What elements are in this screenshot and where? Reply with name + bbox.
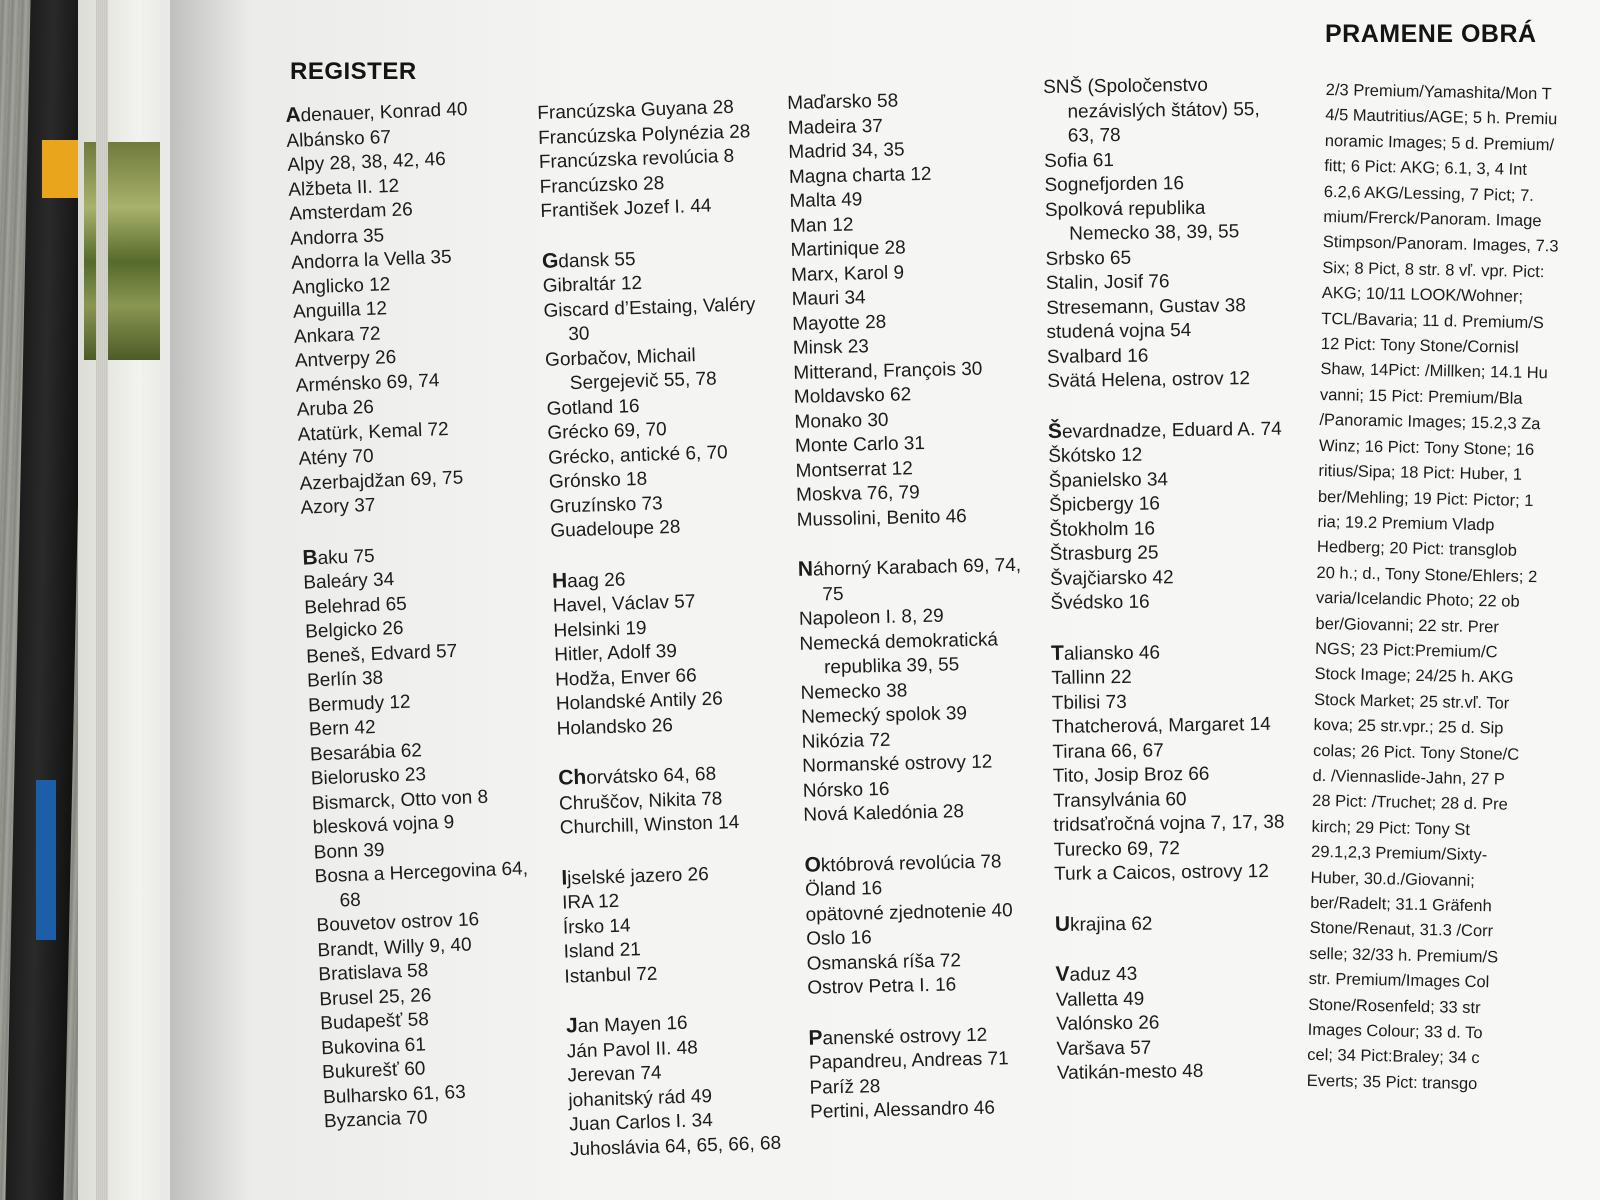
source-line: AKG; 10/11 LOOK/Wohner; bbox=[1321, 284, 1524, 307]
index-group bbox=[1055, 960, 1293, 1087]
source-line: 28 Pict: /Truchet; 28 d. Pre bbox=[1311, 792, 1508, 814]
register-column-4 bbox=[1043, 73, 1293, 1112]
index-entry: Magna charta 12 bbox=[788, 163, 932, 188]
source-line: NGS; 23 Pict:Premium/C bbox=[1314, 639, 1498, 662]
index-initial-letter: H bbox=[551, 568, 568, 593]
source-line: Stock Market; 25 str.vľ. Tor bbox=[1313, 690, 1510, 713]
index-entry: Vatikán-mesto 48 bbox=[1056, 1060, 1204, 1084]
index-entry: Sognefjorden 16 bbox=[1044, 173, 1185, 196]
source-line: Huber, 30.d./Giovanni; bbox=[1310, 868, 1475, 890]
source-line: cel; 34 Pict:Braley; 34 c bbox=[1307, 1046, 1480, 1068]
index-entry: Grécko, antické 6, 70 bbox=[547, 441, 728, 469]
index-entry: Bismarck, Otto von 8 bbox=[311, 786, 489, 814]
index-entry: Haag 26 bbox=[551, 568, 626, 593]
index-entry: Atény 70 bbox=[298, 445, 374, 470]
index-entry: Pertini, Alessandro 46 bbox=[809, 1097, 996, 1123]
index-entry: Churchill, Winston 14 bbox=[559, 812, 740, 839]
index-entry: Svalbard 16 bbox=[1046, 345, 1149, 368]
index-entry: Bukovina 61 bbox=[320, 1033, 427, 1059]
index-group bbox=[1051, 638, 1290, 887]
index-initial-letter: B bbox=[301, 545, 319, 570]
source-line: fitt; 6 Pict: AKG; 6.1, 3, 4 Int bbox=[1324, 157, 1528, 180]
index-entry: Taliansko 46 bbox=[1050, 641, 1161, 665]
source-line: 20 h.; d., Tony Stone/Ehlers; 2 bbox=[1316, 563, 1538, 586]
cover-yellow-strip bbox=[42, 140, 82, 198]
index-entry: Nová Kaledónia 28 bbox=[803, 801, 965, 826]
index-group bbox=[552, 562, 793, 742]
index-entry: Bermudy 12 bbox=[307, 691, 411, 717]
register-column-2 bbox=[537, 95, 807, 1188]
index-entry: Montserrat 12 bbox=[795, 457, 914, 482]
source-line: noramic Images; 5 d. Premium/ bbox=[1324, 131, 1555, 155]
index-entry: Tito, Josip Broz 66 bbox=[1052, 763, 1210, 787]
index-initial-letter: N bbox=[797, 557, 814, 581]
index-entry: Grónsko 18 bbox=[548, 468, 648, 493]
index-entry: Ukrajina 62 bbox=[1054, 912, 1153, 936]
index-entry: Andorra la Vella 35 bbox=[290, 246, 452, 274]
index-entry: Maďarsko 58 bbox=[787, 90, 899, 114]
index-entry: IRA 12 bbox=[561, 890, 620, 914]
index-entry: Guadeloupe 28 bbox=[550, 516, 681, 542]
index-entry: Anguilla 12 bbox=[292, 298, 388, 323]
index-entry: Hitler, Adolf 39 bbox=[554, 640, 678, 666]
index-entry: Napoleon I. 8, 29 bbox=[798, 605, 944, 630]
index-entry: Mitterand, François 30 bbox=[793, 358, 983, 384]
index-entry: Belehrad 65 bbox=[303, 593, 408, 619]
source-line: d. /Viennaslide-Jahn, 27 P bbox=[1312, 766, 1506, 789]
index-entry: johanitský rád 49 bbox=[568, 1085, 713, 1112]
index-group bbox=[1043, 73, 1283, 395]
index-entry: Madeira 37 bbox=[787, 115, 884, 139]
source-line: kova; 25 str.vpr.; 25 d. Sip bbox=[1313, 716, 1504, 738]
source-line: 29.1,2,3 Premium/Sixty- bbox=[1310, 843, 1488, 865]
index-entry: Francúzska revolúcia 8 bbox=[538, 145, 735, 173]
register-column-3 bbox=[787, 87, 1047, 1151]
source-line: 12 Pict: Tony Stone/Cornisl bbox=[1320, 335, 1519, 357]
index-group bbox=[804, 848, 1043, 1001]
source-line: selle; 32/33 h. Premium/S bbox=[1309, 944, 1499, 967]
index-entry: Turecko 69, 72 bbox=[1053, 837, 1180, 861]
index-group bbox=[558, 759, 796, 841]
index-entry: Osmanská ríša 72 bbox=[806, 949, 962, 975]
index-entry: Brandt, Willy 9, 40 bbox=[317, 933, 472, 961]
index-entry: Tallinn 22 bbox=[1051, 666, 1132, 689]
index-entry: Grécko 69, 70 bbox=[547, 419, 668, 444]
index-entry: Juan Carlos I. 34 bbox=[568, 1109, 714, 1136]
index-entry: Bielorusko 23 bbox=[310, 764, 427, 790]
index-entry: Mayotte 28 bbox=[792, 311, 887, 335]
cover-blue-strip bbox=[36, 780, 56, 940]
index-entry: Gibraltár 12 bbox=[542, 272, 643, 297]
source-line: Everts; 35 Pict: transgo bbox=[1306, 1071, 1478, 1093]
index-group bbox=[798, 553, 1040, 829]
index-entry: Štrasburg 25 bbox=[1049, 542, 1159, 565]
index-entry: Azerbajdžan 69, 75 bbox=[299, 466, 464, 495]
index-entry: Minsk 23 bbox=[792, 336, 870, 359]
index-entry: Malta 49 bbox=[789, 189, 863, 212]
index-entry: Adenauer, Konrad 40 bbox=[285, 99, 468, 127]
index-entry: Giscard d’Estaing, Valéry 30 bbox=[543, 293, 756, 346]
index-entry: Azory 37 bbox=[300, 494, 376, 519]
index-entry: Hodža, Enver 66 bbox=[554, 664, 697, 691]
index-entry: Turk a Caicos, ostrovy 12 bbox=[1054, 860, 1269, 885]
index-entry: Normanské ostrovy 12 bbox=[802, 751, 993, 777]
index-group bbox=[787, 87, 1033, 533]
source-line: ritius/Sipa; 18 Pict: Huber, 1 bbox=[1318, 462, 1523, 484]
register-column-1 bbox=[285, 95, 561, 1160]
index-initial-letter: V bbox=[1055, 962, 1070, 986]
index-entry: Španielsko 34 bbox=[1048, 468, 1169, 492]
index-entry: SNŠ (Spoločenstvo nezávislých štátov) 55, 63, 78 bbox=[1043, 74, 1260, 147]
index-entry: Beneš, Edvard 57 bbox=[305, 640, 458, 668]
index-initial-letter: O bbox=[804, 852, 822, 877]
source-line: Stone/Rosenfeld; 33 str bbox=[1308, 995, 1481, 1017]
index-initial-letter: Š bbox=[1047, 419, 1063, 443]
source-line: vanni; 15 Pict: Premium/Bla bbox=[1319, 385, 1523, 408]
spine-shadow bbox=[170, 0, 250, 1200]
index-entry: Atatürk, Kemal 72 bbox=[297, 418, 450, 446]
source-line: ber/Mehling; 19 Pict: Pictor; 1 bbox=[1317, 487, 1534, 510]
index-entry: Vaduz 43 bbox=[1055, 962, 1138, 986]
index-entry: Gotland 16 bbox=[546, 395, 640, 420]
source-line: Six; 8 Pict, 8 str. 8 vľ. vpr. Pict: bbox=[1322, 258, 1545, 282]
index-entry: Monte Carlo 31 bbox=[794, 432, 926, 457]
index-entry: Nemecko 38 bbox=[800, 679, 908, 704]
index-entry: Chruščov, Nikita 78 bbox=[558, 788, 723, 815]
index-entry: Öland 16 bbox=[804, 878, 883, 901]
source-line: ria; 19.2 Premium Vladp bbox=[1317, 512, 1495, 535]
index-group bbox=[537, 95, 777, 225]
index-entry: Bonn 39 bbox=[313, 839, 385, 863]
page-stack-edges bbox=[96, 0, 108, 1200]
index-entry: Budapešť 58 bbox=[319, 1009, 430, 1035]
index-entry: Moldavsko 62 bbox=[793, 384, 912, 408]
index-entry: Antverpy 26 bbox=[294, 346, 397, 372]
index-entry: Švédsko 16 bbox=[1050, 591, 1150, 614]
index-group bbox=[302, 537, 560, 1135]
source-line: TCL/Bavaria; 11 d. Premium/S bbox=[1321, 309, 1545, 332]
source-line: kirch; 29 Pict: Tony St bbox=[1311, 817, 1471, 839]
index-entry: Nikózia 72 bbox=[801, 729, 891, 753]
index-entry: Gruzínsko 73 bbox=[549, 492, 663, 518]
index-entry: Alpy 28, 38, 42, 46 bbox=[286, 148, 447, 176]
index-group bbox=[1055, 909, 1291, 938]
index-entry: Belgicko 26 bbox=[304, 617, 404, 643]
index-entry: Juhoslávia 64, 65, 66, 68 bbox=[569, 1132, 782, 1160]
index-entry: Škótsko 12 bbox=[1048, 444, 1143, 467]
index-entry: Madrid 34, 35 bbox=[788, 139, 905, 163]
index-entry: Brusel 25, 26 bbox=[318, 984, 432, 1010]
index-entry: Aruba 26 bbox=[296, 396, 375, 421]
index-entry: Istanbul 72 bbox=[564, 963, 658, 988]
index-entry: Man 12 bbox=[789, 214, 854, 237]
index-entry: Svätá Helena, ostrov 12 bbox=[1047, 368, 1251, 392]
index-entry: Andorra 35 bbox=[289, 224, 385, 250]
index-initial-letter: T bbox=[1050, 641, 1065, 665]
index-entry: Albánsko 67 bbox=[286, 126, 392, 152]
index-entry: Francúzsko 28 bbox=[539, 172, 665, 198]
source-line: mium/Frerck/Panoram. Image bbox=[1323, 208, 1542, 231]
source-line: Stock Image; 24/25 h. AKG bbox=[1314, 665, 1514, 688]
index-entry: Baleáry 34 bbox=[303, 569, 395, 594]
index-entry: Bratislava 58 bbox=[318, 960, 429, 986]
source-line: 4/5 Mautritius/AGE; 5 h. Premiu bbox=[1325, 106, 1558, 129]
source-line: Images Colour; 33 d. To bbox=[1307, 1020, 1483, 1043]
index-entry: Marx, Karol 9 bbox=[790, 261, 905, 286]
index-group bbox=[808, 1021, 1046, 1125]
index-initial-letter: A bbox=[285, 103, 302, 127]
index-initial-letter: I bbox=[561, 865, 568, 890]
index-entry: Holandské Antily 26 bbox=[555, 688, 724, 715]
index-entry: Ijselské jazero 26 bbox=[561, 863, 710, 890]
index-entry: opätovné zjednotenie 40 bbox=[805, 899, 1013, 926]
index-entry: Paríž 28 bbox=[809, 1075, 881, 1099]
index-entry: Chorvátsko 64, 68 bbox=[557, 763, 717, 790]
index-entry: Špicbergy 16 bbox=[1048, 493, 1161, 516]
index-entry: Island 21 bbox=[563, 939, 642, 963]
index-entry: Valletta 49 bbox=[1055, 988, 1145, 1011]
index-entry: Mauri 34 bbox=[791, 287, 866, 310]
index-entry: Havel, Václav 57 bbox=[552, 591, 696, 617]
index-entry: Stalin, Josif 76 bbox=[1045, 271, 1170, 294]
index-entry: Ostrov Petra I. 16 bbox=[807, 974, 957, 999]
index-entry: Bukurešť 60 bbox=[321, 1058, 426, 1084]
index-entry: Nemecká demokratická republika 39, 55 bbox=[799, 628, 999, 679]
index-entry: Jerevan 74 bbox=[567, 1062, 662, 1087]
sources-column bbox=[1306, 78, 1600, 1101]
source-line: Hedberg; 20 Pict: transglob bbox=[1316, 538, 1518, 561]
index-entry: Mussolini, Benito 46 bbox=[796, 505, 967, 531]
index-initial-letter: J bbox=[565, 1014, 579, 1038]
index-group bbox=[566, 1007, 807, 1162]
index-entry: studená vojna 54 bbox=[1046, 319, 1192, 343]
source-line: 2/3 Premium/Yamashita/Mon T bbox=[1325, 80, 1552, 104]
index-group bbox=[561, 859, 801, 990]
index-entry: Varšava 57 bbox=[1056, 1037, 1152, 1060]
index-entry: Baku 75 bbox=[301, 545, 376, 570]
index-entry: Thatcherová, Margaret 14 bbox=[1051, 713, 1271, 738]
index-entry: Náhorný Karabach 69, 74, 75 bbox=[797, 554, 1022, 605]
index-entry: Besarábia 62 bbox=[309, 739, 423, 766]
index-entry: Ševardnadze, Eduard A. 74 bbox=[1047, 418, 1282, 443]
source-line: str. Premium/Images Col bbox=[1308, 970, 1490, 992]
source-line: Shaw, 14Pict: /Millken; 14.1 Hu bbox=[1320, 360, 1548, 383]
index-entry: Alžbeta II. 12 bbox=[287, 175, 400, 201]
source-line: ber/Giovanni; 22 str. Prer bbox=[1315, 614, 1500, 636]
index-entry: Papandreu, Andreas 71 bbox=[808, 1048, 1009, 1074]
index-entry: Sofia 61 bbox=[1044, 149, 1115, 172]
index-entry: Srbsko 65 bbox=[1045, 247, 1132, 270]
index-entry: Bern 42 bbox=[308, 716, 376, 741]
source-line: Winz; 16 Pict: Tony Stone; 16 bbox=[1318, 436, 1535, 459]
index-entry: Nemecký spolok 39 bbox=[800, 703, 968, 728]
index-entry: Francúzska Polynézia 28 bbox=[537, 120, 751, 149]
source-line: colas; 26 Pict. Tony Stone/C bbox=[1312, 741, 1520, 764]
index-entry: Arménsko 69, 74 bbox=[295, 369, 440, 397]
index-entry: Bulharsko 61, 63 bbox=[322, 1081, 467, 1108]
index-entry: Švajčiarsko 42 bbox=[1049, 566, 1174, 590]
index-group bbox=[285, 95, 537, 521]
index-entry: Spolková republika Nemecko 38, 39, 55 bbox=[1044, 197, 1240, 245]
index-entry: Berlín 38 bbox=[306, 667, 384, 692]
index-entry: Ankara 72 bbox=[293, 323, 381, 348]
index-entry: Tbilisi 73 bbox=[1051, 691, 1127, 714]
register-title: REGISTER bbox=[290, 58, 417, 85]
index-entry: Stresemann, Gustav 38 bbox=[1046, 294, 1246, 319]
index-entry: Gdansk 55 bbox=[541, 248, 636, 273]
index-initial-letter: Ch bbox=[557, 765, 587, 790]
index-entry: Panenské ostrovy 12 bbox=[808, 1024, 988, 1050]
index-entry: Gorbačov, Michail Sergejevič 55, 78 bbox=[544, 344, 717, 395]
index-group bbox=[542, 242, 787, 544]
source-line: ber/Radelt; 31.1 Gräfenh bbox=[1309, 893, 1492, 916]
index-initial-letter: P bbox=[808, 1025, 823, 1050]
sources-title: PRAMENE OBRÁ bbox=[1325, 20, 1537, 48]
index-entry: tridsaťročná vojna 7, 17, 38 bbox=[1053, 811, 1285, 836]
source-line: Stone/Renaut, 31.3 /Corr bbox=[1309, 919, 1494, 941]
index-entry: Monako 30 bbox=[794, 409, 889, 433]
index-entry: Anglicko 12 bbox=[291, 273, 391, 299]
index-entry: Byzancia 70 bbox=[323, 1107, 428, 1133]
index-group bbox=[1048, 416, 1287, 616]
index-entry: Helsinki 19 bbox=[553, 617, 647, 642]
index-entry: Amsterdam 26 bbox=[288, 199, 414, 225]
index-entry: blesková vojna 9 bbox=[312, 812, 455, 839]
index-entry: František Jozef I. 44 bbox=[540, 195, 712, 222]
index-initial-letter: G bbox=[541, 248, 559, 273]
index-entry: Bosna a Hercegovina 64, 68 bbox=[314, 858, 529, 911]
source-line: 6.2,6 AKG/Lessing, 7 Pict; 7. bbox=[1323, 182, 1534, 205]
source-line: varia/Icelandic Photo; 22 ob bbox=[1315, 589, 1520, 611]
index-entry: Jan Mayen 16 bbox=[565, 1012, 688, 1038]
index-entry: Transylvánia 60 bbox=[1052, 788, 1187, 812]
index-entry: Valónsko 26 bbox=[1056, 1012, 1160, 1035]
index-entry: Írsko 14 bbox=[562, 914, 631, 939]
index-entry: Ján Pavol II. 48 bbox=[566, 1036, 699, 1063]
index-entry: Bouvetov ostrov 16 bbox=[316, 909, 480, 937]
index-entry: Martinique 28 bbox=[790, 237, 906, 261]
index-entry: Oslo 16 bbox=[805, 927, 872, 950]
index-initial-letter: U bbox=[1054, 912, 1071, 936]
index-entry: Holandsko 26 bbox=[556, 714, 674, 740]
index-entry: Moskva 76, 79 bbox=[795, 482, 920, 506]
index-entry: Nórsko 16 bbox=[802, 778, 890, 802]
source-line: /Panoramic Images; 15.2,3 Za bbox=[1319, 411, 1541, 434]
index-entry: Tirana 66, 67 bbox=[1052, 739, 1164, 763]
index-entry: Októbrová revolúcia 78 bbox=[804, 850, 1002, 877]
index-entry: Francúzska Guyana 28 bbox=[537, 96, 735, 124]
source-line: Stimpson/Panoram. Images, 7.3 bbox=[1322, 233, 1559, 256]
index-entry: Štokholm 16 bbox=[1049, 517, 1156, 541]
